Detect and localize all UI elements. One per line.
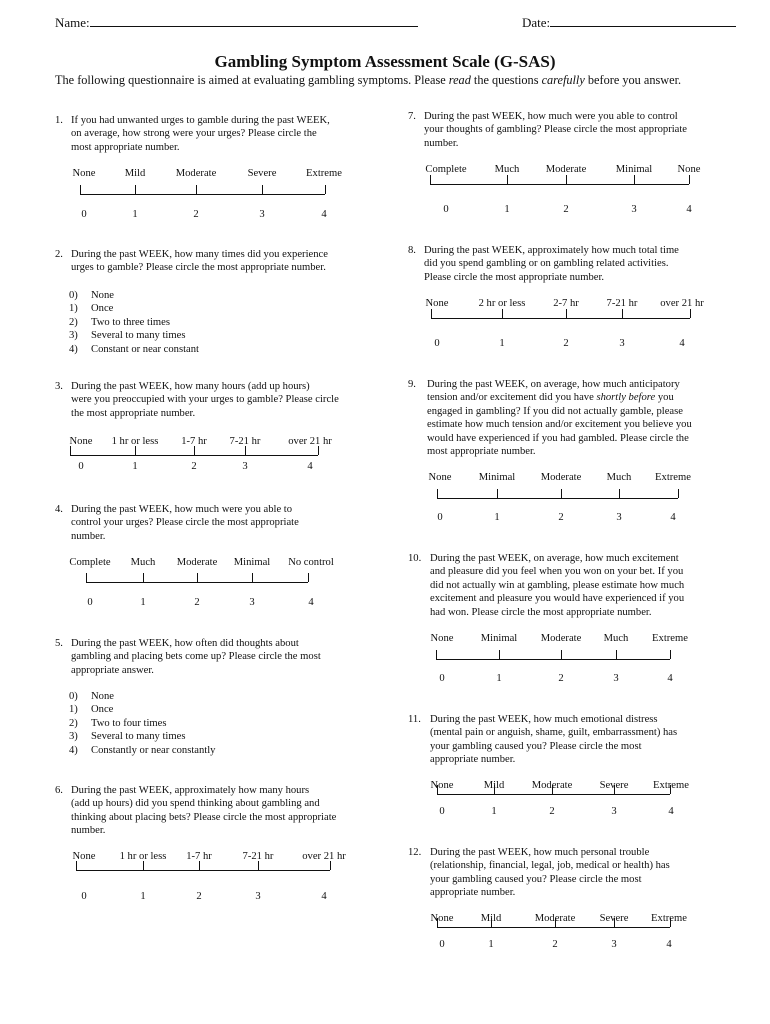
scale-tick	[507, 175, 508, 184]
scale-label: Moderate	[175, 168, 217, 179]
scale-tick	[135, 446, 136, 455]
scale-label: Moderate	[540, 633, 582, 644]
scale-label: Moderate	[176, 557, 218, 568]
scale-tick	[566, 175, 567, 184]
scale-tick	[678, 489, 679, 498]
scale-label: 7-21 hr	[606, 298, 638, 309]
scale-value[interactable]: 1	[488, 939, 494, 950]
scale-label: Mild	[124, 168, 146, 179]
scale-tick	[619, 489, 620, 498]
scale-value[interactable]: 4	[321, 209, 327, 220]
option[interactable]: 0) None	[69, 290, 114, 301]
scale-value[interactable]: 0	[78, 461, 84, 472]
scale-value[interactable]: 1	[140, 597, 146, 608]
scale-value[interactable]: 0	[439, 806, 445, 817]
scale-tick	[70, 446, 71, 455]
name-field[interactable]	[55, 14, 418, 31]
scale-value[interactable]: 0	[87, 597, 93, 608]
scale-value[interactable]: 4	[666, 939, 672, 950]
scale-label: Mild	[483, 780, 505, 791]
scale-line	[437, 927, 670, 928]
scale-tick	[670, 785, 671, 794]
scale-value[interactable]: 0	[434, 338, 440, 349]
option[interactable]: 4) Constant or near constant	[69, 343, 199, 355]
scale-tick	[499, 650, 500, 659]
scale-value[interactable]: 2	[549, 806, 555, 817]
scale-tick	[143, 573, 144, 582]
scale-value[interactable]: 3	[631, 204, 637, 215]
scale-value[interactable]: 0	[437, 512, 443, 523]
scale-value[interactable]: 2	[196, 891, 202, 902]
scale-value[interactable]: 0	[443, 204, 449, 215]
scale-value[interactable]: 1	[504, 204, 510, 215]
scale-label: None	[425, 298, 449, 309]
scale-label: Much	[606, 472, 632, 483]
scale-tick	[622, 309, 623, 318]
scale-value[interactable]: 4	[686, 204, 692, 215]
scale-label: Extreme	[306, 168, 342, 179]
scale-value[interactable]: 3	[255, 891, 261, 902]
scale-label: Moderate	[534, 913, 576, 924]
scale-tick	[330, 861, 331, 870]
scale-value[interactable]: 0	[439, 939, 445, 950]
scale-label: Severe	[599, 780, 629, 791]
scale-label: No control	[288, 557, 334, 568]
scale-value[interactable]: 2	[193, 209, 199, 220]
option[interactable]: 1) Once	[69, 303, 114, 315]
scale-label: Extreme	[651, 913, 687, 924]
scale-tick	[561, 489, 562, 498]
scale-label: Extreme	[655, 472, 691, 483]
scale-value[interactable]: 1	[132, 461, 138, 472]
question-12: 12. During the past WEEK, how much personal trouble (relationship, financial, legal, job, medical or health) has your gambling caused you? Please circle the most appropriate number.	[408, 847, 670, 899]
scale-tick	[614, 785, 615, 794]
scale-value[interactable]: 0	[81, 891, 87, 902]
scale-label: 2 hr or less	[478, 298, 526, 309]
scale-value[interactable]: 4	[668, 806, 674, 817]
scale-tick	[245, 446, 246, 455]
option[interactable]: 0) None	[69, 691, 114, 702]
scale-tick	[308, 573, 309, 582]
scale-tick	[431, 309, 432, 318]
scale-tick	[199, 861, 200, 870]
scale-label: None	[430, 633, 454, 644]
question-5-options	[69, 690, 215, 757]
scale-tick	[318, 446, 319, 455]
scale-tick	[614, 918, 615, 927]
scale-label: None	[72, 168, 96, 179]
scale-label: Minimal	[478, 472, 516, 483]
scale-line	[437, 498, 678, 499]
question-11: 11. During the past WEEK, how much emotional distress (mental pain or anguish, shame, guilt, embarrassment) has your gambling caused you? Please circle the most appropriate number.	[408, 714, 678, 766]
question-9: 9. During the past WEEK, on average, how much anticipatory tension and/or excitement did you have shortly before you engaged in gambling? If you did not actually gamble, please estimate how much tension and/or excitement you believe you would have experienced if you had gambled. Please circle the most appropriate number.	[408, 379, 692, 458]
scale-line	[437, 794, 670, 795]
scale-label: Moderate	[531, 780, 573, 791]
scale-tick	[437, 489, 438, 498]
scale-label: None	[677, 164, 701, 175]
scale-value[interactable]: 3	[249, 597, 255, 608]
scale-tick	[76, 861, 77, 870]
scale-tick	[86, 573, 87, 582]
scale-value[interactable]: 1	[494, 512, 500, 523]
scale-label: None	[69, 436, 93, 447]
date-field[interactable]	[522, 14, 736, 31]
scale-tick	[634, 175, 635, 184]
scale-value[interactable]: 4	[667, 673, 673, 684]
scale-tick	[566, 309, 567, 318]
scale-value[interactable]: 1	[491, 806, 497, 817]
question-6: 6. During the past WEEK, approximately how many hours (add up hours) did you spend thinking about gambling and thinking about placing bets? Please circle the most appropriate number.	[55, 785, 337, 837]
scale-tick	[252, 573, 253, 582]
scale-line	[430, 184, 689, 185]
scale-value[interactable]: 4	[308, 597, 314, 608]
scale-tick	[325, 185, 326, 194]
scale-tick	[430, 175, 431, 184]
scale-value[interactable]: 2	[191, 461, 197, 472]
page-title: Gambling Symptom Assessment Scale (G-SAS)	[214, 52, 556, 71]
scale-value[interactable]: 2	[563, 204, 569, 215]
scale-label: Severe	[599, 913, 629, 924]
name-line[interactable]	[90, 14, 418, 27]
scale-tick	[194, 446, 195, 455]
question-10: 10. During the past WEEK, on average, how much excitement and pleasure did you feel when you won on your bet. If you did not actually win at gambling, please estimate how much excitement and pleasure you would have experienced if you had won. Please circle the most appropriate number.	[408, 553, 685, 618]
scale-label: None	[72, 851, 96, 862]
scale-label: 1-7 hr	[186, 851, 212, 862]
question-2-options	[69, 289, 199, 356]
scale-label: Severe	[247, 168, 277, 179]
scale-value[interactable]: 2	[552, 939, 558, 950]
scale-value[interactable]: 0	[439, 673, 445, 684]
scale-tick	[135, 185, 136, 194]
scale-tick	[689, 175, 690, 184]
scale-tick	[80, 185, 81, 194]
scale-value[interactable]: 2	[563, 338, 569, 349]
scale-tick	[196, 185, 197, 194]
scale-label: Much	[130, 557, 156, 568]
scale-tick	[437, 918, 438, 927]
scale-value[interactable]: 4	[679, 338, 685, 349]
option[interactable]: 2) Two to three times	[69, 316, 170, 328]
scale-value[interactable]: 1	[496, 673, 502, 684]
scale-value[interactable]: 2	[558, 673, 564, 684]
scale-label: Moderate	[545, 164, 587, 175]
scale-label: over 21 hr	[288, 436, 332, 447]
scale-value[interactable]: 4	[321, 891, 327, 902]
scale-value[interactable]: 4	[670, 512, 676, 523]
option[interactable]: 3) Several to many times	[69, 731, 186, 743]
scale-label: Moderate	[540, 472, 582, 483]
scale-label: 1 hr or less	[111, 436, 159, 447]
scale-label: Minimal	[233, 557, 271, 568]
scale-tick	[670, 650, 671, 659]
name-label: Name:	[55, 15, 90, 30]
scale-line	[76, 870, 330, 871]
scale-tick	[497, 489, 498, 498]
scale-value[interactable]: 3	[259, 209, 265, 220]
scale-value[interactable]: 3	[611, 806, 617, 817]
scale-label: Extreme	[653, 780, 689, 791]
scale-tick	[670, 918, 671, 927]
scale-tick	[143, 861, 144, 870]
scale-tick	[616, 650, 617, 659]
scale-tick	[437, 785, 438, 794]
option[interactable]: 3) Several to many times	[69, 330, 186, 342]
scale-label: Minimal	[480, 633, 518, 644]
scale-value[interactable]: 3	[616, 512, 622, 523]
scale-tick	[502, 309, 503, 318]
scale-label: Extreme	[652, 633, 688, 644]
scale-tick	[552, 785, 553, 794]
scale-label: None	[428, 472, 452, 483]
option[interactable]: 4) Constantly or near constantly	[69, 744, 216, 756]
scale-label: Much	[603, 633, 629, 644]
scale-label: 7-21 hr	[242, 851, 274, 862]
scale-tick	[258, 861, 259, 870]
scale-line	[86, 582, 308, 583]
scale-label: None	[430, 780, 454, 791]
scale-value[interactable]: 2	[194, 597, 200, 608]
scale-tick	[555, 918, 556, 927]
question-7: 7. During the past WEEK, how much were you able to control your thoughts of gambling? Please circle the most appropriate number.	[408, 111, 688, 149]
scale-label: 2-7 hr	[553, 298, 579, 309]
scale-tick	[197, 573, 198, 582]
scale-value[interactable]: 0	[81, 209, 87, 220]
scale-label: 1 hr or less	[119, 851, 167, 862]
question-2: 2. During the past WEEK, how many times did you experience urges to gamble? Please circle the most appropriate number.	[55, 249, 328, 274]
intro-text: The following questionnaire is aimed at evaluating gambling symptoms. Please read the questions carefully before you answer.	[55, 73, 682, 87]
scale-line	[436, 659, 670, 660]
scale-value[interactable]: 2	[558, 512, 564, 523]
date-line[interactable]	[550, 14, 736, 27]
scale-line	[431, 318, 690, 319]
question-3: 3. During the past WEEK, how many hours (add up hours) were you preoccupied with your urges to gamble? Please circle the most appropriate number.	[55, 381, 339, 419]
scale-value[interactable]: 3	[619, 338, 625, 349]
scale-value[interactable]: 3	[613, 673, 619, 684]
scale-value[interactable]: 3	[611, 939, 617, 950]
scale-label: Minimal	[615, 164, 653, 175]
scale-line	[70, 455, 318, 456]
scale-tick	[491, 918, 492, 927]
scale-line	[80, 194, 325, 195]
option[interactable]: 1) Once	[69, 704, 114, 716]
scale-label: 1-7 hr	[181, 436, 207, 447]
scale-tick	[436, 650, 437, 659]
scale-tick	[494, 785, 495, 794]
scale-value[interactable]: 3	[242, 461, 248, 472]
date-label: Date:	[522, 15, 551, 30]
scale-label: None	[430, 913, 454, 924]
option[interactable]: 2) Two to four times	[69, 717, 167, 729]
scale-tick	[262, 185, 263, 194]
question-4: 4. During the past WEEK, how much were you able to control your urges? Please circle the most appropriate number.	[55, 504, 299, 542]
scale-value[interactable]: 1	[132, 209, 138, 220]
scale-value[interactable]: 4	[307, 461, 313, 472]
scale-label: Much	[494, 164, 520, 175]
scale-tick	[561, 650, 562, 659]
scale-value[interactable]: 1	[499, 338, 505, 349]
question-5: 5. During the past WEEK, how often did thoughts about gambling and placing bets come up? Please circle the most appropriate answer.	[55, 638, 321, 676]
scale-label: over 21 hr	[302, 851, 346, 862]
scale-tick	[690, 309, 691, 318]
question-1: 1. If you had unwanted urges to gamble during the past WEEK, on average, how strong were your urges? Please circle the most appropriate number.	[55, 115, 330, 153]
scale-label: Mild	[480, 913, 502, 924]
scale-label: Complete	[69, 557, 111, 568]
scale-value[interactable]: 1	[140, 891, 146, 902]
scale-label: Complete	[425, 164, 467, 175]
question-8: 8. During the past WEEK, approximately how much total time did you spend gambling or on gambling related activities. Please circle the most appropriate number.	[408, 245, 679, 283]
scale-label: over 21 hr	[660, 298, 704, 309]
scale-label: 7-21 hr	[229, 436, 261, 447]
